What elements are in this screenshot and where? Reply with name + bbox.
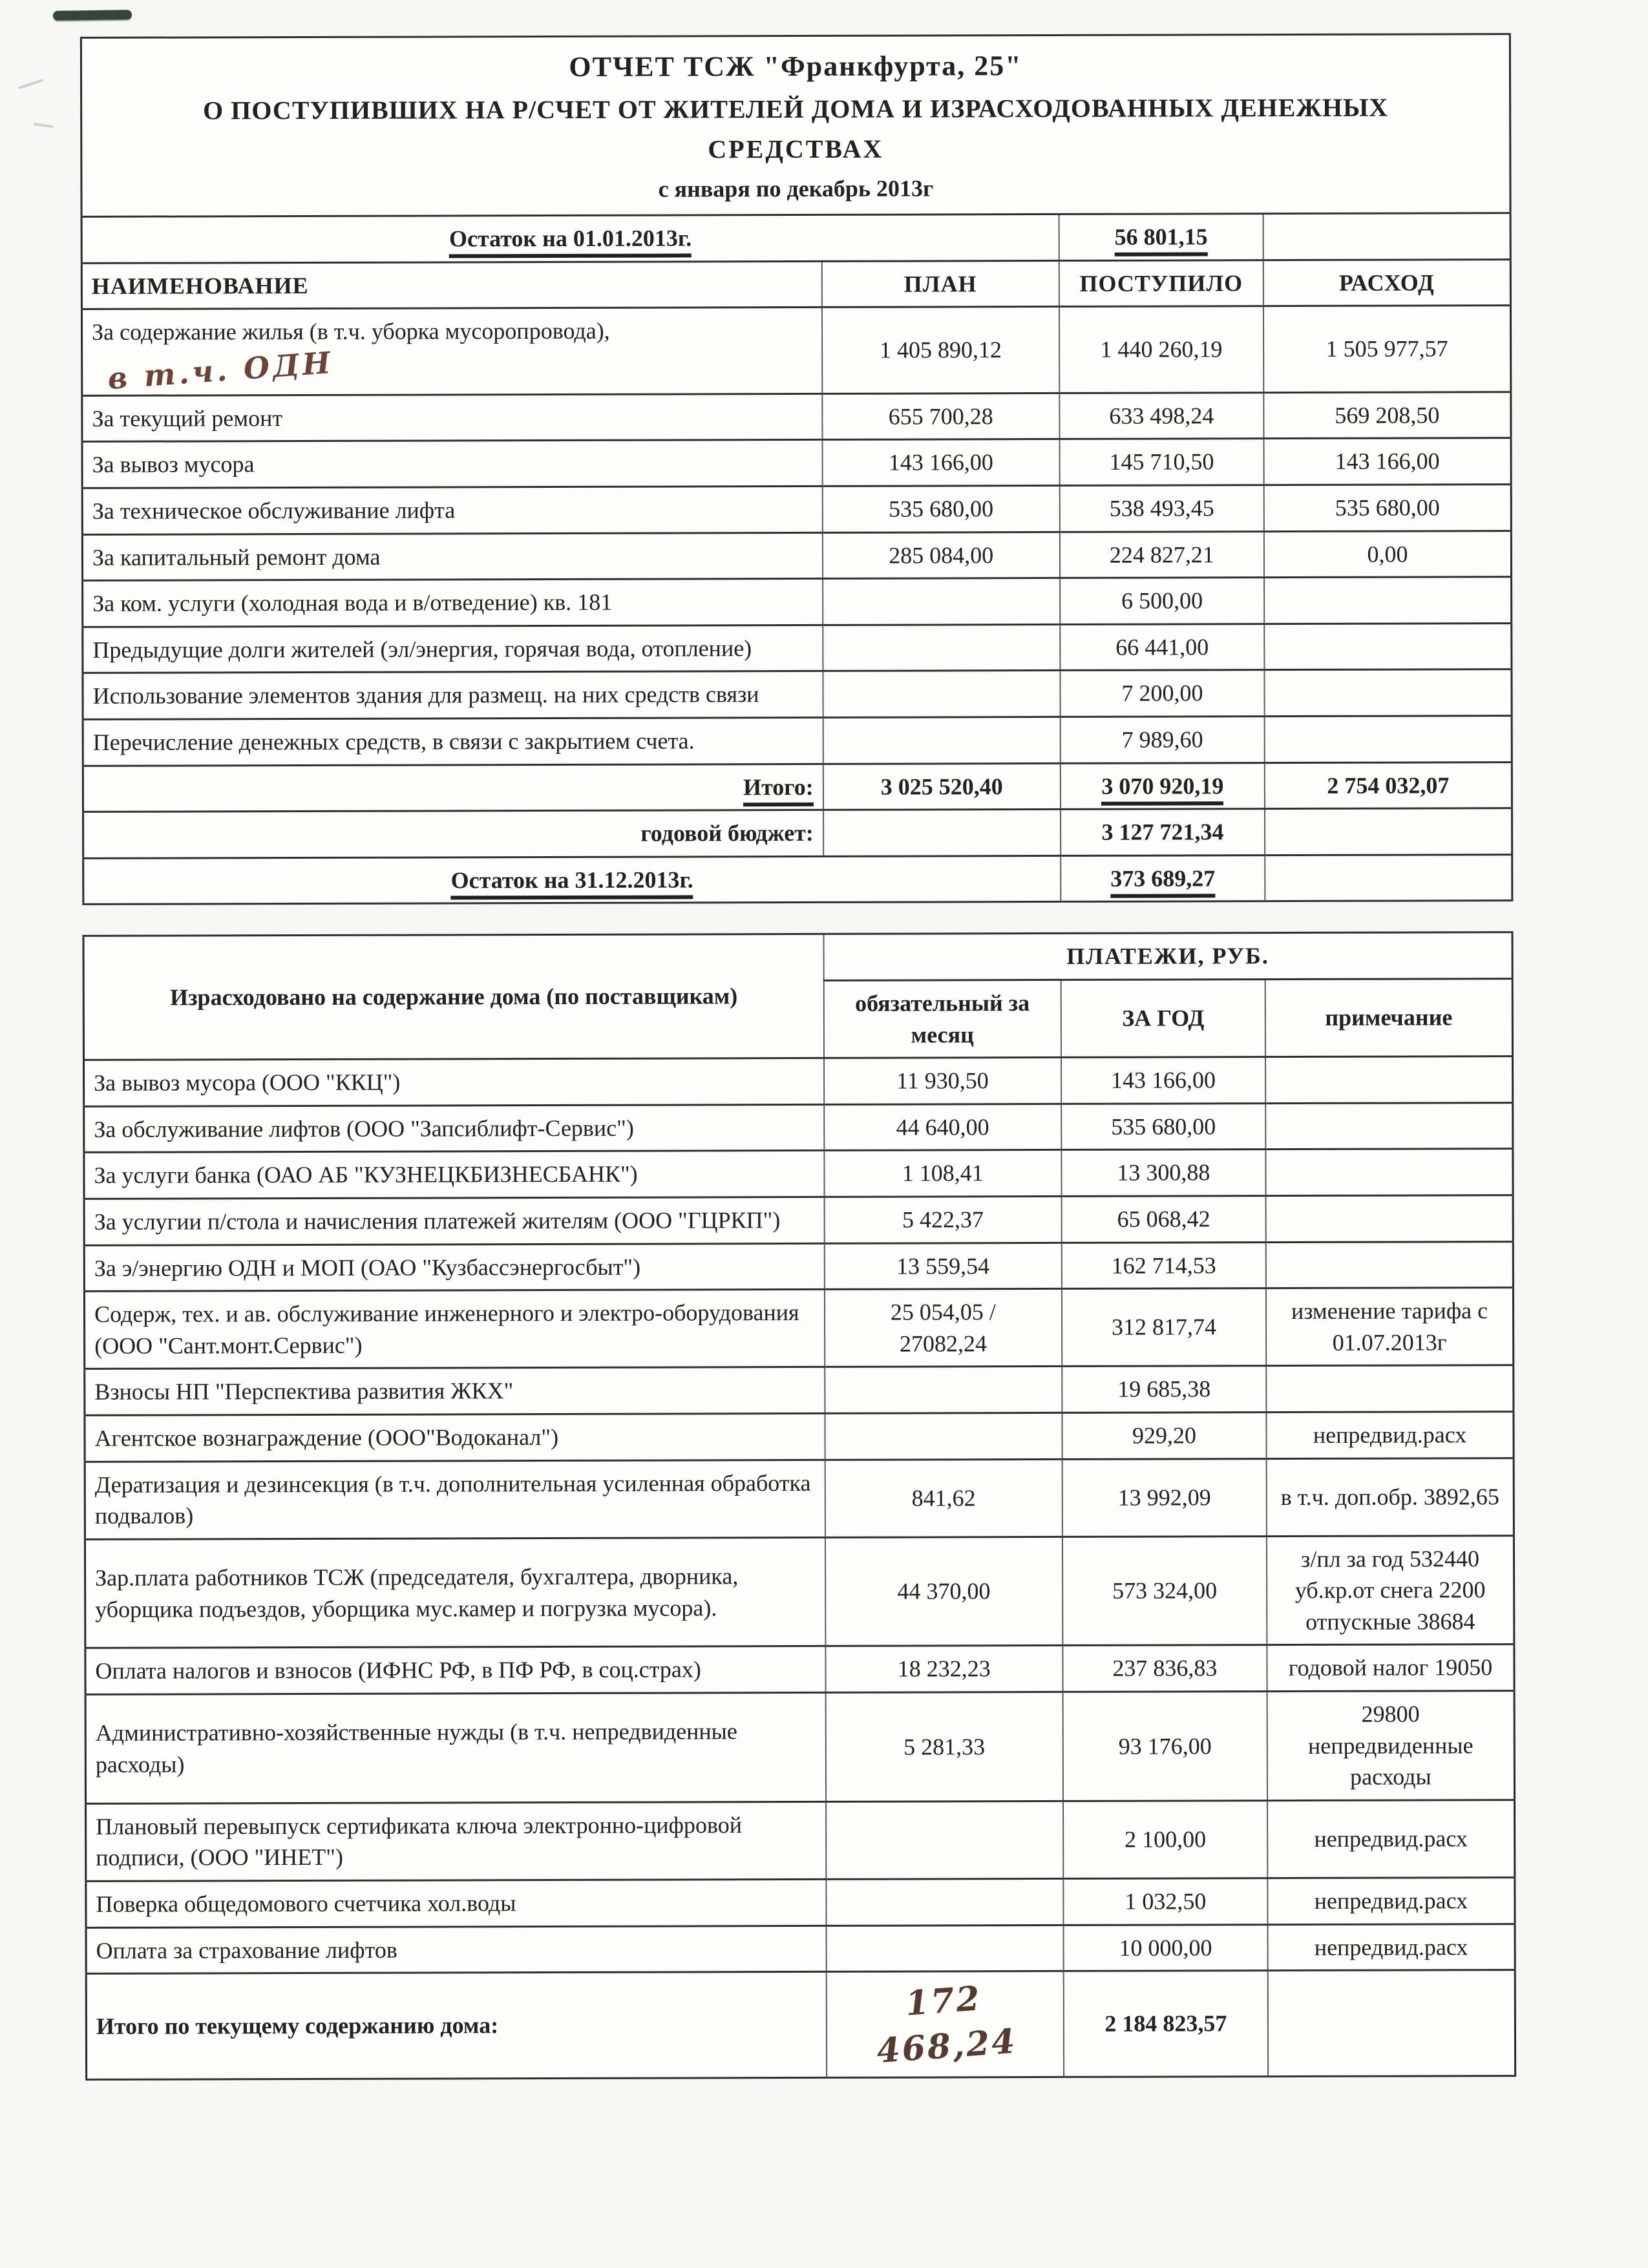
col-header-year: ЗА ГОД bbox=[1061, 980, 1265, 1058]
cell-plan: 535 680,00 bbox=[822, 485, 1059, 532]
totals-received-cell bbox=[1061, 762, 1265, 809]
cell-note bbox=[1266, 1365, 1514, 1412]
report-title: ОТЧЕТ ТСЖ "Франкфурта, 25" bbox=[569, 50, 1022, 83]
totals-spent: 2 754 032,07 bbox=[1265, 762, 1512, 809]
cell-name: За текущий ремонт bbox=[82, 394, 822, 442]
cell-name: Оплата налогов и взносов (ИФНС РФ, в ПФ РФ, в соц.страх) bbox=[85, 1646, 825, 1695]
cell-note bbox=[1265, 1102, 1513, 1150]
table-row bbox=[86, 1924, 1515, 1973]
cell-year: 1 032,50 bbox=[1063, 1878, 1267, 1925]
cell-spent bbox=[1264, 623, 1512, 670]
empty-cell bbox=[823, 810, 1061, 857]
col-header-plan: ПЛАН bbox=[822, 260, 1059, 308]
table-row bbox=[82, 438, 1511, 488]
closing-balance-label-cell bbox=[83, 856, 1061, 905]
table-row bbox=[84, 1102, 1513, 1152]
totals-label: Итого: bbox=[743, 774, 814, 806]
col-header-monthly: обязательный за месяц bbox=[823, 980, 1061, 1058]
cell-plan bbox=[823, 671, 1060, 718]
monthly-value-old: 25 054,05 / bbox=[890, 1299, 996, 1325]
cell-plan bbox=[823, 624, 1060, 671]
totals-received: 3 070 920,19 bbox=[1101, 773, 1223, 805]
closing-balance-row bbox=[83, 854, 1512, 904]
cell-name: Административно-хозяйственные нужды (в т.ч. непредвиденные расходы) bbox=[85, 1692, 826, 1803]
cell-received: 7 989,60 bbox=[1060, 717, 1264, 763]
cell-name: Использование элементов здания для размещ. на них средств связи bbox=[83, 671, 823, 720]
cell-received: 6 500,00 bbox=[1060, 578, 1264, 624]
cell-monthly: 5 422,37 bbox=[824, 1196, 1061, 1243]
cell-name: За э/энергию ОДН и МОП (ОАО "Кузбассэнергосбыт") bbox=[84, 1243, 824, 1292]
cell-plan: 655 700,28 bbox=[822, 393, 1059, 440]
opening-balance-label-cell bbox=[81, 214, 1059, 263]
opening-balance-value-cell bbox=[1059, 214, 1263, 260]
table-row bbox=[82, 485, 1511, 534]
cell-monthly: 44 370,00 bbox=[825, 1537, 1062, 1646]
table-row bbox=[83, 577, 1512, 627]
cell-plan: 143 166,00 bbox=[822, 439, 1059, 487]
cell-monthly bbox=[826, 1878, 1063, 1926]
cell-note bbox=[1265, 1149, 1513, 1196]
cell-note bbox=[1267, 1535, 1514, 1645]
cell-received: 66 441,00 bbox=[1060, 624, 1264, 670]
pen-mark bbox=[53, 10, 132, 21]
opening-balance-row bbox=[81, 213, 1510, 263]
table-row bbox=[81, 306, 1510, 395]
handwritten-total: 172 468,24 bbox=[875, 1979, 1019, 2072]
table-row bbox=[82, 530, 1511, 580]
cell-name: Дератизация и дезинсекция (в т.ч. дополнительная усиленная обработка подвалов) bbox=[85, 1460, 825, 1539]
cell-name: За вывоз мусора bbox=[82, 440, 822, 488]
table-row bbox=[84, 1241, 1513, 1291]
cell-year: 13 300,88 bbox=[1061, 1150, 1265, 1196]
cell-year: 237 836,83 bbox=[1062, 1645, 1267, 1692]
cell-spent: 143 166,00 bbox=[1263, 438, 1511, 485]
cell-received: 1 440 260,19 bbox=[1059, 306, 1264, 394]
cell-note: непредвид.расх bbox=[1266, 1412, 1514, 1459]
table-gap bbox=[82, 901, 1513, 935]
handwritten-annotation: в т.ч. ОДН bbox=[106, 344, 335, 396]
cell-name: За капитальный ремонт дома bbox=[82, 532, 822, 581]
cell-name: Перечисление денежных средств, в связи с закрытием счета. bbox=[83, 717, 823, 766]
cell-spent: 1 505 977,57 bbox=[1263, 306, 1511, 393]
cell-note bbox=[1266, 1195, 1514, 1243]
cell-monthly: 13 559,54 bbox=[825, 1243, 1062, 1290]
table-row bbox=[85, 1691, 1514, 1804]
col-header-received: ПОСТУПИЛО bbox=[1059, 260, 1263, 306]
supplier-spending-table bbox=[83, 931, 1517, 2080]
cell-plan bbox=[823, 578, 1060, 625]
pencil-scribble bbox=[34, 123, 53, 128]
income-expense-table bbox=[80, 33, 1514, 905]
table1-header-row bbox=[81, 259, 1510, 309]
cell-spent bbox=[1264, 577, 1512, 624]
cell-monthly: 841,62 bbox=[825, 1459, 1062, 1537]
cell-name bbox=[81, 308, 822, 396]
cell-received: 538 493,45 bbox=[1060, 485, 1264, 532]
cell-name: За вывоз мусора (ООО "ККЦ") bbox=[84, 1058, 824, 1107]
col-header-note: примечание bbox=[1265, 979, 1513, 1057]
cell-name: Плановый перевыпуск сертификата ключа электронно-цифровой подписи, (ООО "ИНЕТ") bbox=[86, 1801, 827, 1881]
cell-year: 929,20 bbox=[1062, 1412, 1266, 1459]
cell-note: 29800 непредвиденные расходы bbox=[1267, 1691, 1515, 1801]
empty-cell bbox=[1265, 808, 1512, 856]
cell-monthly bbox=[825, 1367, 1062, 1414]
cell-received: 224 827,21 bbox=[1060, 531, 1264, 578]
cell-monthly bbox=[826, 1801, 1063, 1879]
cell-spent: 569 208,50 bbox=[1263, 392, 1511, 439]
cell-spent bbox=[1264, 669, 1512, 717]
cell-plan: 285 084,00 bbox=[823, 532, 1060, 579]
cell-name: Поверка общедомового счетчика хол.воды bbox=[86, 1879, 826, 1927]
report-title-block bbox=[81, 34, 1510, 217]
cell-name: За техническое обслуживание лифта bbox=[82, 486, 822, 534]
opening-balance-label: Остаток на 01.01.2013г. bbox=[449, 225, 692, 258]
table-row bbox=[85, 1458, 1514, 1539]
cell-note: годовой налог 19050 bbox=[1267, 1644, 1514, 1692]
table-row bbox=[83, 716, 1512, 766]
table-row bbox=[85, 1644, 1514, 1694]
empty-cell bbox=[1263, 213, 1511, 260]
cell-note: в т.ч. доп.обр. 3892,65 bbox=[1267, 1458, 1514, 1536]
table2-total-monthly-cell bbox=[827, 1971, 1064, 2077]
cell-name: Содерж, тех. и ав. обслуживание инженерного и электро-оборудования (ООО "Сант.монт.Сервис") bbox=[84, 1290, 825, 1369]
col-header-spent: РАСХОД bbox=[1263, 259, 1511, 306]
report-subtitle: О ПОСТУПИВШИХ НА Р/СЧЕТ ОТ ЖИТЕЛЕЙ ДОМА И ИЗРАСХОДОВАННЫХ ДЕНЕЖНЫХ bbox=[203, 92, 1389, 125]
cell-monthly: 11 930,50 bbox=[824, 1058, 1061, 1105]
table-row bbox=[85, 1412, 1514, 1462]
payments-header: ПЛАТЕЖИ, РУБ. bbox=[823, 932, 1512, 980]
empty-cell bbox=[1268, 1970, 1516, 2076]
pencil-scribble bbox=[18, 79, 43, 89]
closing-balance-value-cell bbox=[1061, 855, 1265, 901]
table2-total-row bbox=[86, 1970, 1515, 2079]
cell-spent: 535 680,00 bbox=[1264, 485, 1512, 532]
cell-monthly: 18 232,23 bbox=[825, 1646, 1062, 1693]
cell-note: изменение тарифа с 01.07.2013г bbox=[1266, 1288, 1514, 1366]
closing-balance-value: 373 689,27 bbox=[1110, 865, 1215, 898]
table2-header-row-1 bbox=[83, 932, 1512, 982]
cell-year: 65 068,42 bbox=[1061, 1196, 1265, 1243]
closing-balance-label: Остаток на 31.12.2013г. bbox=[451, 866, 693, 899]
table-row bbox=[82, 392, 1511, 441]
cell-received: 7 200,00 bbox=[1060, 670, 1264, 717]
report-subtitle-2: СРЕДСТВАХ bbox=[708, 134, 884, 164]
cell-name: За ком. услуги (холодная вода и в/отведение) кв. 181 bbox=[83, 579, 823, 627]
table-row bbox=[84, 1288, 1513, 1369]
cell-name: Взносы НП "Перспектива развития ЖКХ" bbox=[85, 1367, 825, 1416]
table2-total-year: 2 184 823,57 bbox=[1064, 1971, 1269, 2077]
cell-name: За услугии п/стола и начисления платежей жителям (ООО "ГЦРКП") bbox=[84, 1197, 824, 1245]
table-row bbox=[86, 1800, 1515, 1881]
cell-name: За обслуживание лифтов (ООО "Запсиблифт-Сервис") bbox=[84, 1104, 824, 1153]
cell-plan: 1 405 890,12 bbox=[822, 307, 1059, 394]
table-row bbox=[84, 1195, 1513, 1245]
table-row bbox=[85, 1365, 1514, 1415]
totals-row bbox=[83, 762, 1512, 812]
cell-received: 145 710,50 bbox=[1059, 439, 1263, 485]
totals-plan: 3 025 520,40 bbox=[823, 763, 1061, 810]
cell-plan bbox=[823, 717, 1060, 764]
report-document bbox=[80, 33, 1516, 2080]
cell-name: За услуги банка (ОАО АБ "КУЗНЕЦКБИЗНЕСБАНК") bbox=[84, 1151, 824, 1199]
cell-note: непредвид.расх bbox=[1267, 1878, 1515, 1925]
annual-budget-label: годовой бюджет: bbox=[83, 810, 823, 859]
row-label: За содержание жилья (в т.ч. уборка мусоропровода), bbox=[92, 317, 610, 346]
annual-budget-row bbox=[83, 808, 1512, 858]
cell-monthly bbox=[825, 1289, 1062, 1367]
report-period: с января по декабрь 2013г bbox=[658, 175, 934, 202]
table2-total-label: Итого по текущему содержанию дома: bbox=[86, 1972, 827, 2079]
table-row bbox=[86, 1878, 1515, 1927]
table-row bbox=[83, 623, 1512, 673]
cell-note bbox=[1265, 1056, 1513, 1104]
note-line-1: з/пл за год 532440 bbox=[1301, 1545, 1479, 1572]
cell-name: Предыдущие долги жителей (эл/энергия, горячая вода, отопление) bbox=[83, 625, 823, 673]
cell-year: 312 817,74 bbox=[1062, 1288, 1266, 1367]
cell-monthly bbox=[826, 1925, 1063, 1972]
supplier-col-header: Израсходовано на содержание дома (по поставщикам) bbox=[83, 934, 824, 1060]
cell-note bbox=[1266, 1241, 1514, 1288]
cell-monthly: 5 281,33 bbox=[825, 1692, 1062, 1802]
cell-year: 13 992,09 bbox=[1062, 1458, 1266, 1537]
cell-name: Оплата за страхование лифтов bbox=[86, 1926, 826, 1974]
cell-year: 162 714,53 bbox=[1062, 1242, 1266, 1288]
cell-note: непредвид.расх bbox=[1268, 1924, 1516, 1971]
empty-cell bbox=[1265, 854, 1512, 901]
cell-year: 93 176,00 bbox=[1062, 1692, 1267, 1801]
cell-year: 535 680,00 bbox=[1061, 1103, 1265, 1150]
table-row bbox=[85, 1535, 1514, 1648]
note-line-3: отпускные 38684 bbox=[1305, 1608, 1475, 1635]
cell-name: Зар.плата работников ТСЖ (председателя, бухгалтера, дворника, уборщика подъездов, уборщика мус.камер и погрузка мусора). bbox=[85, 1537, 825, 1648]
cell-name: Агентское вознаграждение (ООО"Водоканал") bbox=[85, 1413, 825, 1462]
cell-spent bbox=[1265, 716, 1512, 763]
cell-note: непредвид.расх bbox=[1267, 1800, 1515, 1878]
cell-year: 19 685,38 bbox=[1062, 1366, 1266, 1412]
cell-monthly: 44 640,00 bbox=[824, 1104, 1061, 1151]
table-row bbox=[83, 669, 1512, 719]
monthly-value-new: 27082,24 bbox=[899, 1330, 988, 1357]
cell-monthly: 1 108,41 bbox=[824, 1150, 1061, 1197]
title-row bbox=[81, 34, 1510, 217]
cell-year: 573 324,00 bbox=[1062, 1536, 1267, 1646]
cell-received: 633 498,24 bbox=[1059, 392, 1263, 439]
opening-balance-value: 56 801,15 bbox=[1115, 224, 1208, 256]
cell-year: 143 166,00 bbox=[1061, 1057, 1265, 1104]
cell-year: 2 100,00 bbox=[1063, 1800, 1267, 1878]
table-row bbox=[84, 1056, 1513, 1106]
totals-label-cell bbox=[83, 764, 823, 812]
annual-budget-value: 3 127 721,34 bbox=[1061, 809, 1265, 856]
cell-year: 10 000,00 bbox=[1063, 1924, 1267, 1971]
cell-spent: 0,00 bbox=[1264, 530, 1512, 578]
note-line-2: уб.кр.от снега 2200 bbox=[1294, 1577, 1486, 1604]
cell-monthly bbox=[825, 1412, 1062, 1460]
table-row bbox=[84, 1149, 1513, 1199]
col-header-name: НАИМЕНОВАНИЕ bbox=[81, 261, 821, 310]
